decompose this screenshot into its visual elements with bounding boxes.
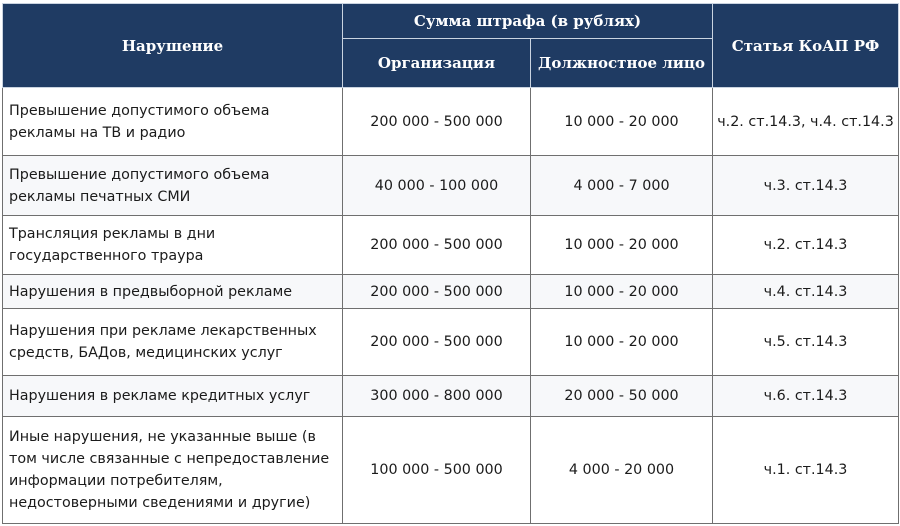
violation-cell: Нарушения при рекламе лекарственных средств, БАДов, медицинских услуг	[3, 309, 343, 376]
header-organization: Организация	[343, 39, 531, 88]
violation-cell: Превышение допустимого объема рекламы печатных СМИ	[3, 156, 343, 216]
article-cell: ч.2. ст.14.3	[713, 216, 899, 275]
violation-cell: Нарушения в предвыборной рекламе	[3, 275, 343, 309]
organization-fine-cell: 200 000 - 500 000	[343, 275, 531, 309]
article-cell: ч.6. ст.14.3	[713, 376, 899, 417]
organization-fine-cell: 300 000 - 800 000	[343, 376, 531, 417]
table-row	[3, 275, 899, 309]
violation-cell: Превышение допустимого объема рекламы на ТВ и радио	[3, 88, 343, 156]
official-fine-cell: 10 000 - 20 000	[531, 275, 713, 309]
table-row	[3, 417, 899, 524]
organization-fine-cell: 200 000 - 500 000	[343, 216, 531, 275]
article-cell: ч.5. ст.14.3	[713, 309, 899, 376]
header-article: Статья КоАП РФ	[713, 4, 899, 88]
violation-cell: Иные нарушения, не указанные выше (в том числе связанные с непредоставление информации потребителям, недостоверными сведениями и другие)	[3, 417, 343, 524]
table-header	[3, 4, 899, 88]
article-cell: ч.1. ст.14.3	[713, 417, 899, 524]
official-fine-cell: 10 000 - 20 000	[531, 216, 713, 275]
table-body	[3, 88, 899, 524]
header-fine-amount: Сумма штрафа (в рублях)	[343, 4, 713, 39]
violation-cell: Трансляция рекламы в дни государственного траура	[3, 216, 343, 275]
official-fine-cell: 20 000 - 50 000	[531, 376, 713, 417]
header-violation: Нарушение	[3, 4, 343, 88]
table-row	[3, 216, 899, 275]
table-row	[3, 156, 899, 216]
official-fine-cell: 4 000 - 20 000	[531, 417, 713, 524]
organization-fine-cell: 200 000 - 500 000	[343, 88, 531, 156]
organization-fine-cell: 100 000 - 500 000	[343, 417, 531, 524]
article-cell: ч.2. ст.14.3, ч.4. ст.14.3	[713, 88, 899, 156]
table-row	[3, 376, 899, 417]
fines-table	[2, 3, 899, 524]
official-fine-cell: 10 000 - 20 000	[531, 309, 713, 376]
table-row	[3, 309, 899, 376]
official-fine-cell: 10 000 - 20 000	[531, 88, 713, 156]
organization-fine-cell: 200 000 - 500 000	[343, 309, 531, 376]
article-cell: ч.3. ст.14.3	[713, 156, 899, 216]
organization-fine-cell: 40 000 - 100 000	[343, 156, 531, 216]
table-row	[3, 88, 899, 156]
violation-cell: Нарушения в рекламе кредитных услуг	[3, 376, 343, 417]
article-cell: ч.4. ст.14.3	[713, 275, 899, 309]
official-fine-cell: 4 000 - 7 000	[531, 156, 713, 216]
header-official: Должностное лицо	[531, 39, 713, 88]
